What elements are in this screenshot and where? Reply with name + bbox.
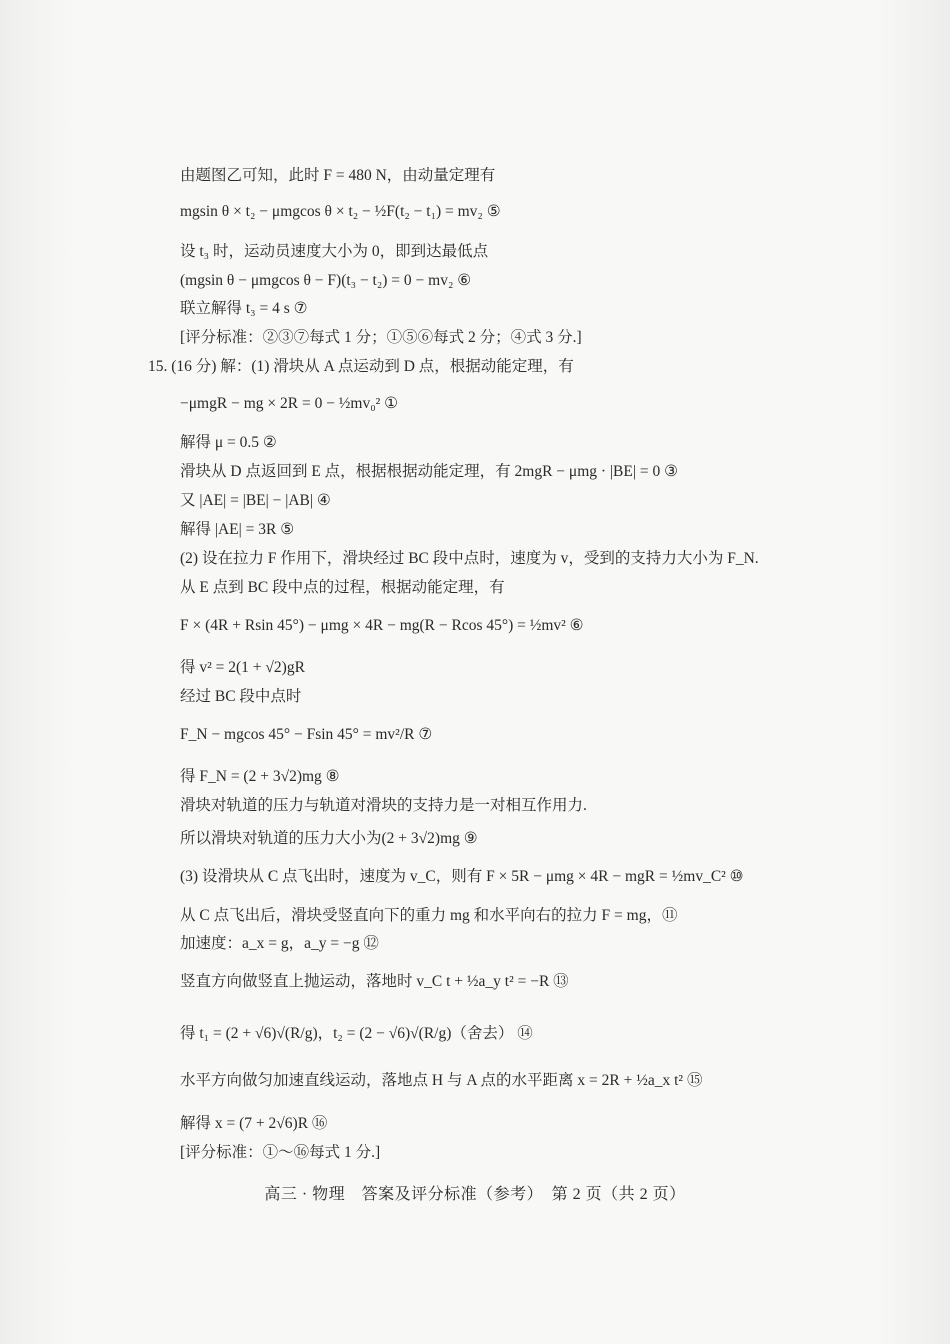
answer-line: 设 t₃ 时，运动员速度大小为 0，即到达最低点 bbox=[180, 243, 489, 260]
question-heading: 15. (16 分) 解：(1) 滑块从 A 点运动到 D 点，根据动能定理，有 bbox=[148, 358, 574, 375]
answer-line: 竖直方向做竖直上抛运动，落地时 v_C t + ½a_y t² = −R ⑬ bbox=[180, 973, 569, 990]
answer-line: 从 E 点到 BC 段中点的过程，根据动能定理，有 bbox=[180, 579, 505, 596]
answer-line: 所以滑块对轨道的压力大小为(2 + 3√2)mg ⑨ bbox=[180, 830, 478, 847]
answer-line: F_N − mgcos 45° − Fsin 45° = mv²/R ⑦ bbox=[180, 726, 433, 743]
answer-line: 又 |AE| = |BE| − |AB| ④ bbox=[180, 492, 331, 509]
answer-line: (3) 设滑块从 C 点飞出时，速度为 v_C，则有 F × 5R − μmg × 4R − mgR = ½mv_C² ⑩ bbox=[180, 868, 744, 885]
answer-line: 滑块对轨道的压力与轨道对滑块的支持力是一对相互作用力. bbox=[180, 797, 587, 814]
answer-line: 加速度：a_x = g，a_y = −g ⑫ bbox=[180, 935, 379, 952]
answer-line: 从 C 点飞出后，滑块受竖直向下的重力 mg 和水平向右的拉力 F = mg，⑪ bbox=[180, 907, 678, 924]
answer-line: [评分标准：②③⑦每式 1 分；①⑤⑥每式 2 分；④式 3 分.] bbox=[180, 329, 582, 346]
answer-line: mgsin θ × t₂ − μmgcos θ × t₂ − ½F(t₂ − t₁) = mv₂ ⑤ bbox=[180, 203, 501, 220]
answer-line: (mgsin θ − μmgcos θ − F)(t₃ − t₂) = 0 − mv₂ ⑥ bbox=[180, 272, 472, 289]
page-footer: 高三 · 物理 答案及评分标准（参考） 第 2 页（共 2 页） bbox=[264, 1186, 686, 1203]
answer-line: 由题图乙可知，此时 F = 480 N，由动量定理有 bbox=[180, 167, 496, 184]
answer-line: 联立解得 t₃ = 4 s ⑦ bbox=[180, 300, 308, 317]
answer-line: 得 v² = 2(1 + √2)gR bbox=[180, 659, 305, 676]
answer-line: 经过 BC 段中点时 bbox=[180, 688, 302, 705]
answer-line: [评分标准：①～⑯每式 1 分.] bbox=[180, 1144, 381, 1161]
answer-line: 得 t₁ = (2 + √6)√(R/g)，t₂ = (2 − √6)√(R/g)（舍去） ⑭ bbox=[180, 1025, 533, 1042]
answer-line: (2) 设在拉力 F 作用下，滑块经过 BC 段中点时，速度为 v，受到的支持力大小为 F_N. bbox=[180, 550, 759, 567]
answer-line: 解得 μ = 0.5 ② bbox=[180, 434, 277, 451]
answer-line: 解得 |AE| = 3R ⑤ bbox=[180, 521, 295, 538]
answer-line: 滑块从 D 点返回到 E 点，根据根据动能定理，有 2mgR − μmg · |BE| = 0 ③ bbox=[180, 463, 678, 480]
answer-line: −μmgR − mg × 2R = 0 − ½mv₀² ① bbox=[180, 395, 399, 412]
answer-line: 得 F_N = (2 + 3√2)mg ⑧ bbox=[180, 768, 340, 785]
answer-line: 解得 x = (7 + 2√6)R ⑯ bbox=[180, 1115, 328, 1132]
answer-line: 水平方向做匀加速直线运动，落地点 H 与 A 点的水平距离 x = 2R + ½a_x t² ⑮ bbox=[180, 1072, 703, 1089]
answer-line: F × (4R + Rsin 45°) − μmg × 4R − mg(R − Rcos 45°) = ½mv² ⑥ bbox=[180, 617, 584, 634]
